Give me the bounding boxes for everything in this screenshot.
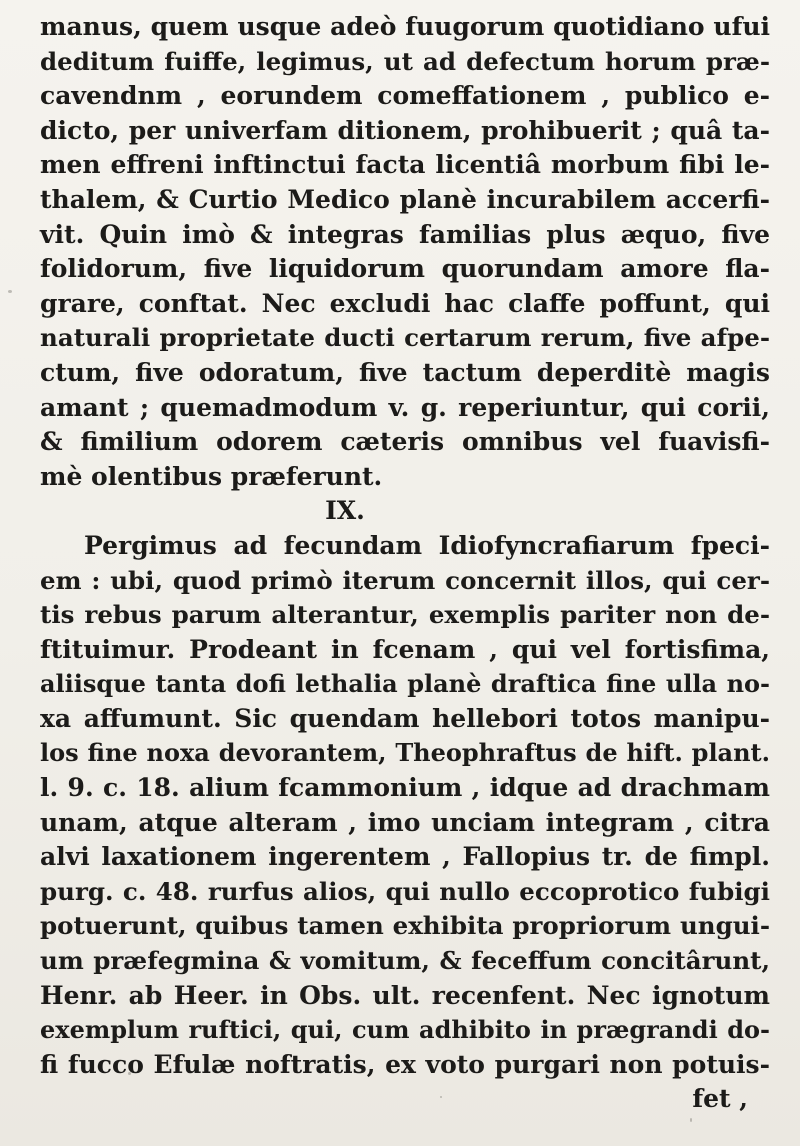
text-line: l. 9. c. 18. alium fcammonium , idque ad drachmam [40, 773, 770, 803]
text-line: ftituimur. Prodeant in fcenam , qui vel fortisfima, [40, 634, 770, 664]
text-line: los fine noxa devorantem, Theophraftus de hift. plant. [40, 738, 770, 768]
text-line: Pergimus ad fecundam Idiofyncrafiarum fpeci- [84, 530, 770, 560]
text-line: manus, quem usque adeò fuugorum quotidiano ufui [40, 12, 770, 41]
text-line: purg. c. 48. rurfus alios, qui nullo eccoprotico fubigi [40, 876, 770, 906]
text-line: & fimilium odorem cæteris omnibus vel fuavisfi- [40, 427, 770, 457]
text-line: vit. Quin imò & integras familias plus æquo, five [40, 219, 770, 249]
body-text [40, 10, 770, 1117]
text-line: Henr. ab Heer. in Obs. ult. recenfent. Nec ignotum [40, 980, 770, 1010]
text-line: thalem, & Curtio Medico planè incurabilem accerfi- [40, 184, 770, 214]
text-line: dicto, per univerfam ditionem, prohibuerit ; quâ ta- [40, 115, 770, 145]
paper-speck [8, 290, 12, 293]
text-line: grare, conftat. Nec excludi hac claffe poffunt, qui [40, 288, 770, 318]
text-line: alvi laxationem ingerentem , Fallopius tr. de fimpl. [40, 842, 770, 872]
text-line: deditum fuiffe, legimus, ut ad defectum horum præ- [40, 46, 770, 76]
text-line: naturali proprietate ducti certarum rerum, five afpe- [40, 323, 770, 353]
text-line: cavendnm , eorundem comeffationem , publico e- [40, 81, 770, 111]
text-line: amant ; quemadmodum v. g. reperiuntur, qui corii, [40, 392, 770, 422]
paper-speck [440, 1096, 442, 1098]
text-line: um præfegmina & vomitum, & feceffum concitârunt, [40, 946, 770, 976]
text-line: mè olentibus præferunt. [40, 461, 383, 491]
text-line: folidorum, five liquidorum quorundam amore fla- [40, 254, 770, 284]
section-number: IX. [325, 496, 365, 526]
catchword: fet , [692, 1084, 748, 1114]
text-line: xa affumunt. Sic quendam hellebori totos manipu- [40, 703, 770, 733]
paper-speck [690, 1118, 692, 1122]
paper-speck [128, 1072, 131, 1075]
text-line: exemplum ruftici, qui, cum adhibito in prægrandi do- [40, 1015, 770, 1045]
text-line: aliisque tanta dofi lethalia planè draftica fine ulla no- [40, 669, 770, 699]
text-line: ctum, five odoratum, five tactum deperditè magis [40, 357, 770, 387]
text-line: men effreni inftinctui facta licentiâ morbum fibi le- [40, 150, 770, 180]
text-line: em : ubi, quod primò iterum concernit illos, qui cer- [40, 565, 770, 595]
text-line: potuerunt, quibus tamen exhibita propriorum ungui- [40, 911, 770, 941]
text-line: tis rebus parum alterantur, exemplis pariter non de- [40, 600, 770, 630]
text-line: fi fucco Efulæ noftratis, ex voto purgari non potuis- [40, 1049, 770, 1079]
text-line: unam, atque alteram , imo unciam integram , citra [40, 807, 770, 837]
